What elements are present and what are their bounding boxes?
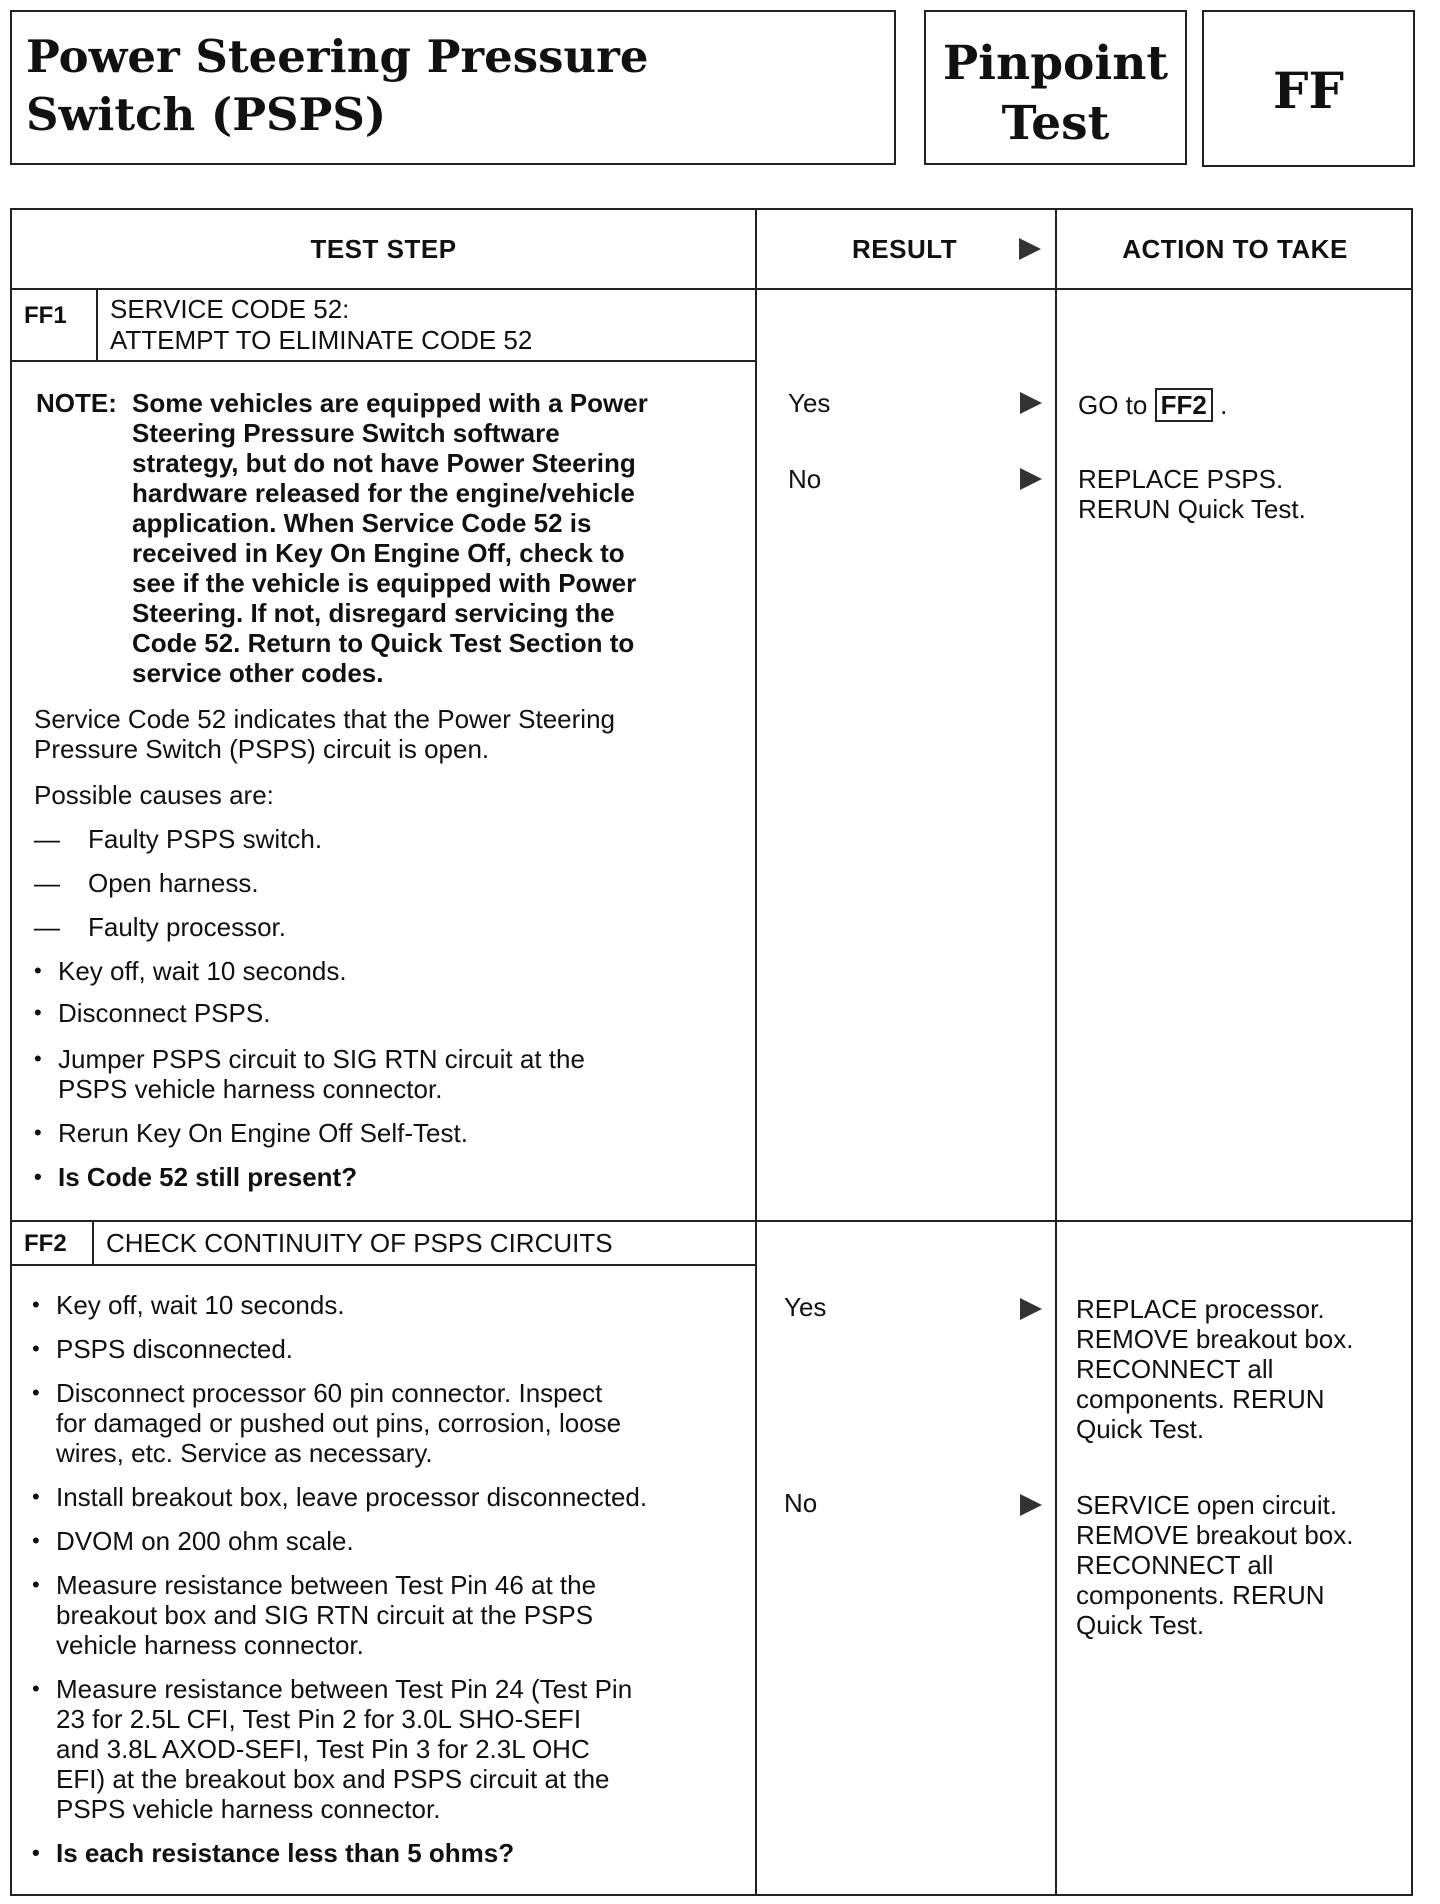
step-id-divider: [92, 1220, 94, 1266]
action-no: [1076, 1490, 1353, 1640]
column-divider: [1055, 210, 1057, 1894]
arrow-icon: [1020, 1298, 1042, 1320]
dash-marker: —: [34, 868, 60, 898]
title-box: [10, 10, 896, 165]
pinpoint-table: [10, 208, 1413, 1896]
step-item: • Rerun Key On Engine Off Self-Test.: [58, 1118, 468, 1148]
arrow-icon: [1020, 1494, 1042, 1516]
step-item: • Measure resistance between Test Pin 24 (Test Pin: [56, 1674, 632, 1704]
result-no: No: [788, 464, 822, 494]
note-line: Some vehicles are equipped with a Power: [132, 388, 648, 418]
action-line: REMOVE breakout box.: [1076, 1324, 1354, 1354]
action-line: components. RERUN: [1076, 1580, 1325, 1610]
step-question: • Is Code 52 still present?: [58, 1162, 357, 1192]
doc-type-line1: Pinpoint: [942, 36, 1169, 91]
column-header-result: [757, 210, 1055, 288]
step-item-continued: vehicle harness connector.: [56, 1630, 364, 1660]
step-header-underline: [12, 360, 755, 362]
note-line: see if the vehicle is equipped with Power: [132, 568, 637, 598]
step-title-ff1: [110, 294, 532, 356]
step-item: • Disconnect PSPS.: [58, 998, 270, 1028]
action-line: SERVICE open circuit.: [1076, 1490, 1338, 1520]
step-item: • Measure resistance between Test Pin 46 at the: [56, 1570, 596, 1600]
step-item: • DVOM on 200 ohm scale.: [56, 1526, 354, 1556]
causes-label: Possible causes are:: [34, 780, 274, 810]
result-no: No: [784, 1488, 818, 1518]
action-line: RERUN Quick Test.: [1078, 494, 1306, 524]
description-line: Pressure Switch (PSPS) circuit is open.: [34, 734, 490, 764]
step-item-continued: PSPS vehicle harness connector.: [56, 1794, 441, 1824]
action-yes: [1078, 390, 1227, 420]
step-title-ff2: CHECK CONTINUITY OF PSPS CIRCUITS: [106, 1228, 613, 1258]
step-item-continued: breakout box and SIG RTN circuit at the PSPS: [56, 1600, 594, 1630]
action-line: REPLACE processor.: [1076, 1294, 1325, 1324]
step-item: • Jumper PSPS circuit to SIG RTN circuit at the: [58, 1044, 585, 1074]
result-yes: Yes: [784, 1292, 827, 1322]
step-question: • Is each resistance less than 5 ohms?: [56, 1838, 514, 1868]
step-item-continued: PSPS vehicle harness connector.: [58, 1074, 443, 1104]
step-item-continued: and 3.8L AXOD-SEFI, Test Pin 3 for 2.3L OHC: [56, 1734, 590, 1764]
action-line: Quick Test.: [1076, 1414, 1205, 1444]
action-line: RECONNECT all: [1076, 1354, 1274, 1384]
action-line: RECONNECT all: [1076, 1550, 1274, 1580]
column-header-action: ACTION TO TAKE: [1122, 234, 1348, 264]
step-reference-ff2[interactable]: FF2: [1155, 388, 1213, 422]
note-line: strategy, but do not have Power Steering: [132, 448, 636, 478]
step-item: • PSPS disconnected.: [56, 1334, 293, 1364]
note-text: [132, 388, 752, 688]
action-line: REMOVE breakout box.: [1076, 1520, 1354, 1550]
note-line: service other codes.: [132, 658, 384, 688]
step-item-continued: 23 for 2.5L CFI, Test Pin 2 for 3.0L SHO-SEFI: [56, 1704, 582, 1734]
result-yes: Yes: [788, 388, 831, 418]
step-title-ff1-line1: SERVICE CODE 52:: [110, 294, 350, 324]
doc-type-line2: Test: [1001, 96, 1110, 151]
arrow-icon: [1020, 392, 1042, 414]
column-header-result-label: RESULT: [852, 234, 958, 264]
step-item-continued: EFI) at the breakout box and PSPS circuit at the: [56, 1764, 610, 1794]
column-header-test-step: TEST STEP: [310, 234, 457, 264]
note-line: hardware released for the engine/vehicle: [132, 478, 635, 508]
step-id-ff2: FF2: [24, 1230, 67, 1257]
page-title-line1: Power Steering Pressure: [26, 30, 649, 83]
header-divider: [12, 288, 1411, 290]
step-id-divider: [96, 288, 98, 362]
description-line: Service Code 52 indicates that the Power Steering: [34, 704, 616, 734]
page-title-line2: Switch (PSPS): [26, 88, 387, 141]
step-item: • Disconnect processor 60 pin connector. Inspect: [56, 1378, 602, 1408]
note-label: NOTE:: [36, 388, 117, 418]
action-line: REPLACE PSPS.: [1078, 464, 1284, 494]
action-yes: [1076, 1294, 1353, 1444]
note-line: Steering Pressure Switch software: [132, 418, 560, 448]
test-code-box: [1202, 10, 1415, 167]
doc-type-box: [924, 10, 1187, 165]
note-line: received in Key On Engine Off, check to: [132, 538, 625, 568]
arrow-icon: [1020, 468, 1042, 490]
step-item: • Key off, wait 10 seconds.: [58, 956, 347, 986]
step-title-ff1-line2: ATTEMPT TO ELIMINATE CODE 52: [110, 325, 533, 355]
step-item: • Key off, wait 10 seconds.: [56, 1290, 345, 1320]
description: [34, 704, 615, 764]
action-no: [1078, 464, 1306, 524]
action-text: GO to: [1078, 390, 1148, 420]
step-id-ff1: FF1: [24, 302, 67, 329]
dash-marker: —: [34, 824, 60, 854]
cause-item: Open harness.: [88, 868, 259, 898]
column-divider: [755, 210, 757, 1894]
action-line: Quick Test.: [1076, 1610, 1205, 1640]
step-divider: [12, 1220, 1411, 1222]
test-code: FF: [1273, 61, 1344, 120]
dash-marker: —: [34, 912, 60, 942]
cause-item: Faulty PSPS switch.: [88, 824, 323, 854]
cause-item: Faulty processor.: [88, 912, 286, 942]
step-item-continued: for damaged or pushed out pins, corrosion, loose: [56, 1408, 622, 1438]
note-line: Code 52. Return to Quick Test Section to: [132, 628, 635, 658]
arrow-icon: [1019, 238, 1041, 260]
note-line: Steering. If not, disregard servicing the: [132, 598, 615, 628]
action-line: components. RERUN: [1076, 1384, 1325, 1414]
note-line: application. When Service Code 52 is: [132, 508, 592, 538]
action-text: .: [1220, 390, 1228, 420]
step-item-continued: wires, etc. Service as necessary.: [56, 1438, 433, 1468]
step-item: • Install breakout box, leave processor disconnected.: [56, 1482, 647, 1512]
step-header-underline: [12, 1264, 755, 1266]
